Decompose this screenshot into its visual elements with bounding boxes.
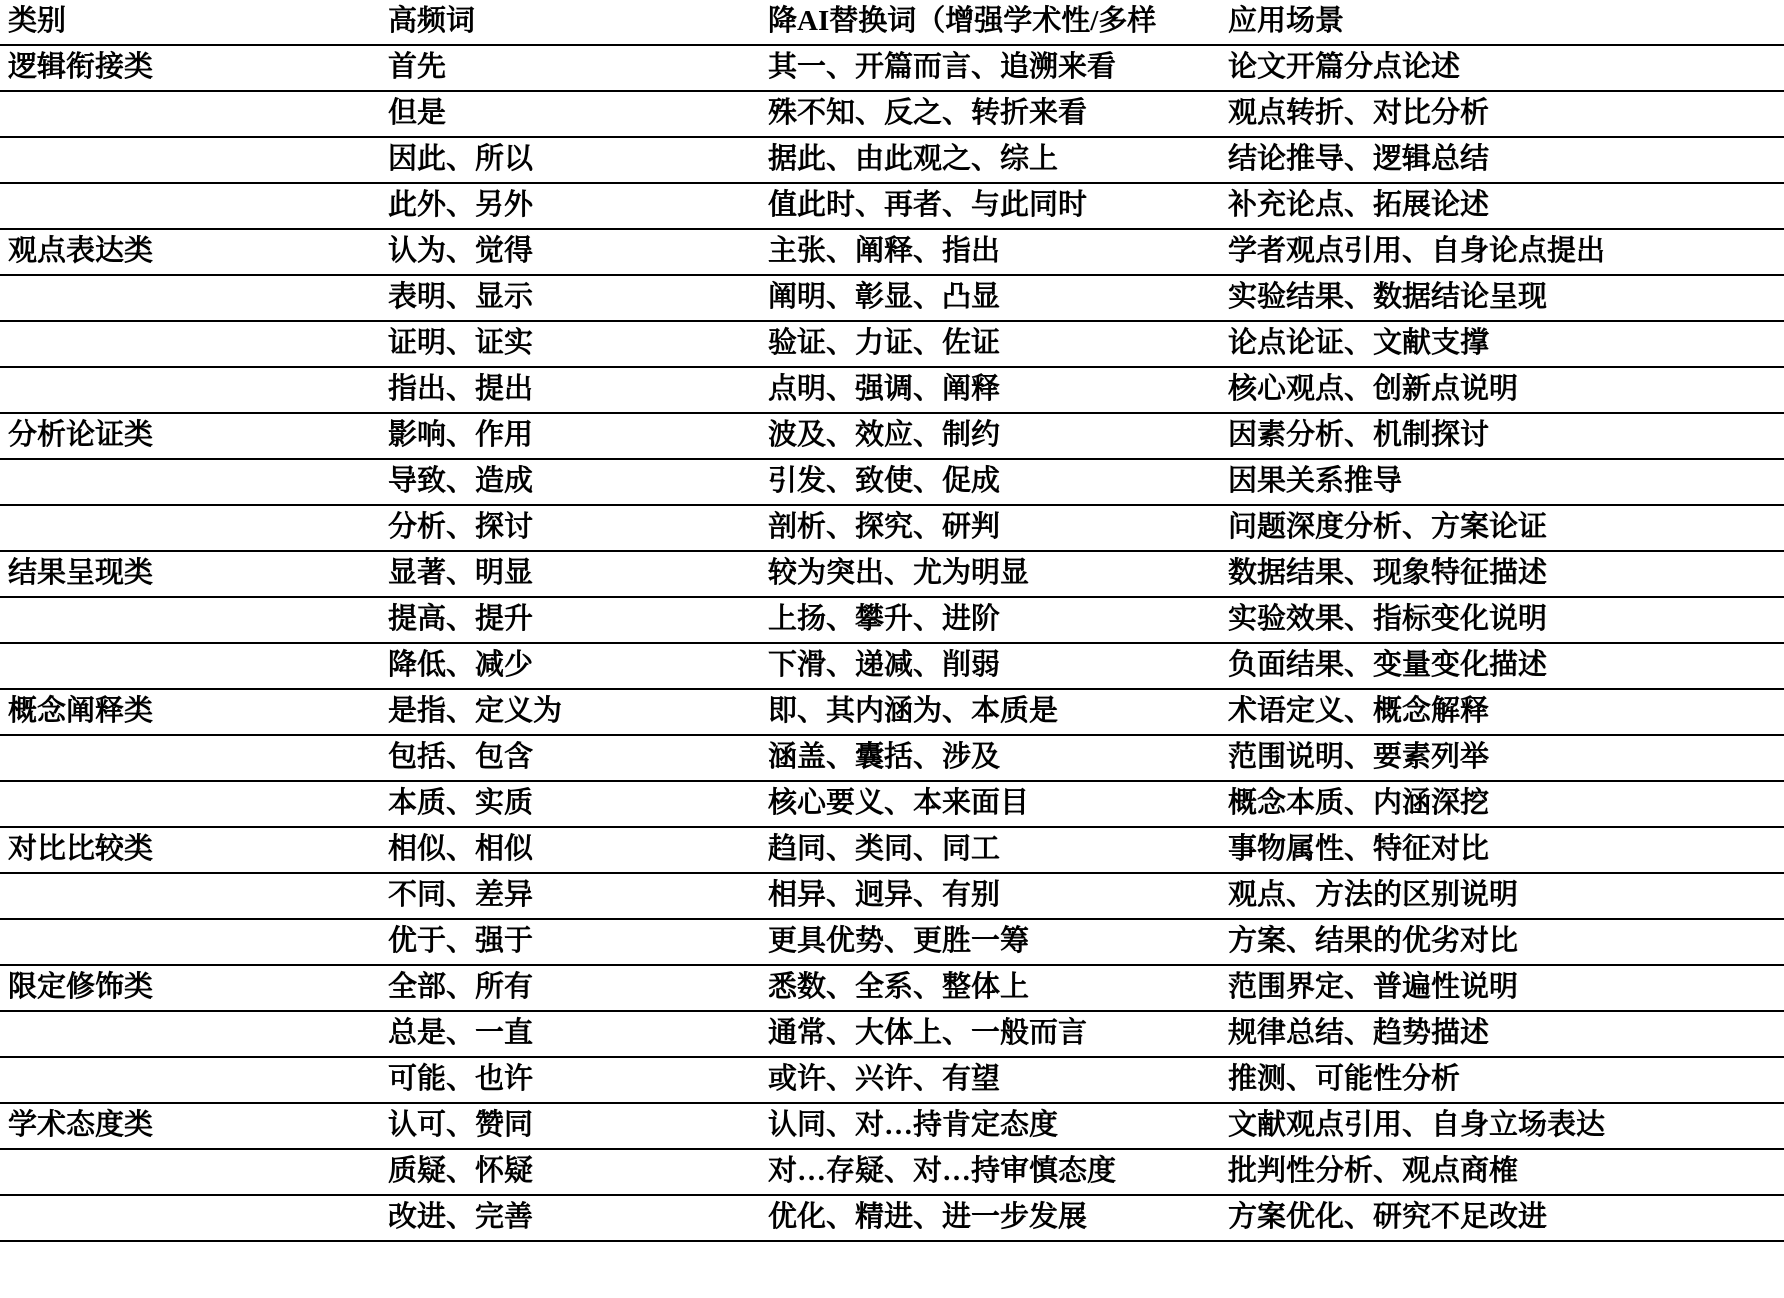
cell-high-frequency-word: 本质、实质 — [380, 781, 760, 827]
cell-replacement-word: 认同、对…持肯定态度 — [760, 1103, 1220, 1149]
column-header-use-case: 应用场景 — [1220, 0, 1784, 45]
cell-replacement-word: 更具优势、更胜一筹 — [760, 919, 1220, 965]
cell-category — [0, 781, 380, 827]
table-row — [0, 1149, 1784, 1195]
table-row — [0, 275, 1784, 321]
cell-high-frequency-word: 此外、另外 — [380, 183, 760, 229]
cell-category: 结果呈现类 — [0, 551, 380, 597]
table-row — [0, 965, 1784, 1011]
cell-use-case: 观点、方法的区别说明 — [1220, 873, 1784, 919]
cell-replacement-word: 核心要义、本来面目 — [760, 781, 1220, 827]
cell-high-frequency-word: 显著、明显 — [380, 551, 760, 597]
cell-category — [0, 597, 380, 643]
table-row — [0, 413, 1784, 459]
cell-replacement-word: 较为突出、尤为明显 — [760, 551, 1220, 597]
cell-category — [0, 735, 380, 781]
cell-category — [0, 643, 380, 689]
table-body — [0, 45, 1784, 1241]
cell-category — [0, 919, 380, 965]
cell-replacement-word: 上扬、攀升、进阶 — [760, 597, 1220, 643]
cell-use-case: 规律总结、趋势描述 — [1220, 1011, 1784, 1057]
table-row — [0, 1011, 1784, 1057]
table-row — [0, 45, 1784, 91]
cell-replacement-word: 波及、效应、制约 — [760, 413, 1220, 459]
cell-replacement-word: 对…存疑、对…持审慎态度 — [760, 1149, 1220, 1195]
cell-category — [0, 275, 380, 321]
column-header-category: 类别 — [0, 0, 380, 45]
cell-replacement-word: 点明、强调、阐释 — [760, 367, 1220, 413]
cell-use-case: 核心观点、创新点说明 — [1220, 367, 1784, 413]
cell-use-case: 概念本质、内涵深挖 — [1220, 781, 1784, 827]
cell-use-case: 范围界定、普遍性说明 — [1220, 965, 1784, 1011]
cell-category — [0, 183, 380, 229]
table-row — [0, 1195, 1784, 1241]
cell-category: 观点表达类 — [0, 229, 380, 275]
cell-category — [0, 1195, 380, 1241]
table-row — [0, 735, 1784, 781]
cell-high-frequency-word: 包括、包含 — [380, 735, 760, 781]
cell-category: 学术态度类 — [0, 1103, 380, 1149]
table-row — [0, 689, 1784, 735]
cell-replacement-word: 相异、迥异、有别 — [760, 873, 1220, 919]
cell-use-case: 论文开篇分点论述 — [1220, 45, 1784, 91]
cell-use-case: 负面结果、变量变化描述 — [1220, 643, 1784, 689]
cell-high-frequency-word: 但是 — [380, 91, 760, 137]
cell-use-case: 范围说明、要素列举 — [1220, 735, 1784, 781]
table-row — [0, 505, 1784, 551]
table-row — [0, 827, 1784, 873]
cell-category: 逻辑衔接类 — [0, 45, 380, 91]
table-row — [0, 321, 1784, 367]
table-row — [0, 551, 1784, 597]
cell-category: 分析论证类 — [0, 413, 380, 459]
column-header-replacement-word: 降AI替换词（增强学术性/多样 — [760, 0, 1220, 45]
cell-category: 限定修饰类 — [0, 965, 380, 1011]
column-header-high-frequency-word: 高频词 — [380, 0, 760, 45]
table-row — [0, 367, 1784, 413]
cell-high-frequency-word: 相似、相似 — [380, 827, 760, 873]
cell-high-frequency-word: 改进、完善 — [380, 1195, 760, 1241]
table-row — [0, 91, 1784, 137]
cell-use-case: 术语定义、概念解释 — [1220, 689, 1784, 735]
cell-high-frequency-word: 分析、探讨 — [380, 505, 760, 551]
cell-replacement-word: 其一、开篇而言、追溯来看 — [760, 45, 1220, 91]
cell-use-case: 问题深度分析、方案论证 — [1220, 505, 1784, 551]
cell-high-frequency-word: 导致、造成 — [380, 459, 760, 505]
cell-replacement-word: 即、其内涵为、本质是 — [760, 689, 1220, 735]
cell-high-frequency-word: 指出、提出 — [380, 367, 760, 413]
cell-high-frequency-word: 首先 — [380, 45, 760, 91]
cell-replacement-word: 优化、精进、进一步发展 — [760, 1195, 1220, 1241]
cell-high-frequency-word: 质疑、怀疑 — [380, 1149, 760, 1195]
cell-replacement-word: 通常、大体上、一般而言 — [760, 1011, 1220, 1057]
table-row — [0, 643, 1784, 689]
cell-use-case: 补充论点、拓展论述 — [1220, 183, 1784, 229]
cell-replacement-word: 剖析、探究、研判 — [760, 505, 1220, 551]
cell-replacement-word: 据此、由此观之、综上 — [760, 137, 1220, 183]
cell-high-frequency-word: 优于、强于 — [380, 919, 760, 965]
cell-use-case: 事物属性、特征对比 — [1220, 827, 1784, 873]
cell-replacement-word: 趋同、类同、同工 — [760, 827, 1220, 873]
cell-category — [0, 505, 380, 551]
cell-high-frequency-word: 降低、减少 — [380, 643, 760, 689]
cell-high-frequency-word: 全部、所有 — [380, 965, 760, 1011]
table-row — [0, 137, 1784, 183]
cell-use-case: 方案、结果的优劣对比 — [1220, 919, 1784, 965]
cell-high-frequency-word: 表明、显示 — [380, 275, 760, 321]
cell-category — [0, 873, 380, 919]
cell-replacement-word: 值此时、再者、与此同时 — [760, 183, 1220, 229]
cell-use-case: 结论推导、逻辑总结 — [1220, 137, 1784, 183]
cell-category — [0, 91, 380, 137]
cell-high-frequency-word: 总是、一直 — [380, 1011, 760, 1057]
cell-high-frequency-word: 是指、定义为 — [380, 689, 760, 735]
cell-category — [0, 137, 380, 183]
cell-category — [0, 1149, 380, 1195]
cell-use-case: 推测、可能性分析 — [1220, 1057, 1784, 1103]
table-header — [0, 0, 1784, 45]
cell-category: 对比比较类 — [0, 827, 380, 873]
cell-use-case: 因果关系推导 — [1220, 459, 1784, 505]
cell-high-frequency-word: 提高、提升 — [380, 597, 760, 643]
cell-replacement-word: 悉数、全系、整体上 — [760, 965, 1220, 1011]
cell-use-case: 批判性分析、观点商榷 — [1220, 1149, 1784, 1195]
cell-category — [0, 321, 380, 367]
table-row — [0, 919, 1784, 965]
table-row — [0, 459, 1784, 505]
cell-category — [0, 367, 380, 413]
cell-replacement-word: 引发、致使、促成 — [760, 459, 1220, 505]
table-row — [0, 1057, 1784, 1103]
cell-high-frequency-word: 影响、作用 — [380, 413, 760, 459]
cell-replacement-word: 涵盖、囊括、涉及 — [760, 735, 1220, 781]
cell-replacement-word: 阐明、彰显、凸显 — [760, 275, 1220, 321]
cell-category — [0, 1057, 380, 1103]
cell-replacement-word: 或许、兴许、有望 — [760, 1057, 1220, 1103]
cell-use-case: 文献观点引用、自身立场表达 — [1220, 1103, 1784, 1149]
cell-high-frequency-word: 证明、证实 — [380, 321, 760, 367]
cell-high-frequency-word: 认可、赞同 — [380, 1103, 760, 1149]
table-header-row — [0, 0, 1784, 45]
cell-use-case: 实验效果、指标变化说明 — [1220, 597, 1784, 643]
cell-category: 概念阐释类 — [0, 689, 380, 735]
cell-use-case: 方案优化、研究不足改进 — [1220, 1195, 1784, 1241]
table-row — [0, 229, 1784, 275]
cell-use-case: 数据结果、现象特征描述 — [1220, 551, 1784, 597]
cell-replacement-word: 主张、阐释、指出 — [760, 229, 1220, 275]
cell-use-case: 因素分析、机制探讨 — [1220, 413, 1784, 459]
cell-category — [0, 1011, 380, 1057]
table-row — [0, 781, 1784, 827]
table-row — [0, 597, 1784, 643]
cell-use-case: 学者观点引用、自身论点提出 — [1220, 229, 1784, 275]
table-row — [0, 1103, 1784, 1149]
cell-use-case: 观点转折、对比分析 — [1220, 91, 1784, 137]
cell-replacement-word: 验证、力证、佐证 — [760, 321, 1220, 367]
cell-use-case: 实验结果、数据结论呈现 — [1220, 275, 1784, 321]
table-row — [0, 183, 1784, 229]
cell-high-frequency-word: 因此、所以 — [380, 137, 760, 183]
cell-replacement-word: 下滑、递减、削弱 — [760, 643, 1220, 689]
cell-high-frequency-word: 不同、差异 — [380, 873, 760, 919]
cell-high-frequency-word: 认为、觉得 — [380, 229, 760, 275]
cell-use-case: 论点论证、文献支撑 — [1220, 321, 1784, 367]
table-row — [0, 873, 1784, 919]
cell-replacement-word: 殊不知、反之、转折来看 — [760, 91, 1220, 137]
cell-high-frequency-word: 可能、也许 — [380, 1057, 760, 1103]
cell-category — [0, 459, 380, 505]
